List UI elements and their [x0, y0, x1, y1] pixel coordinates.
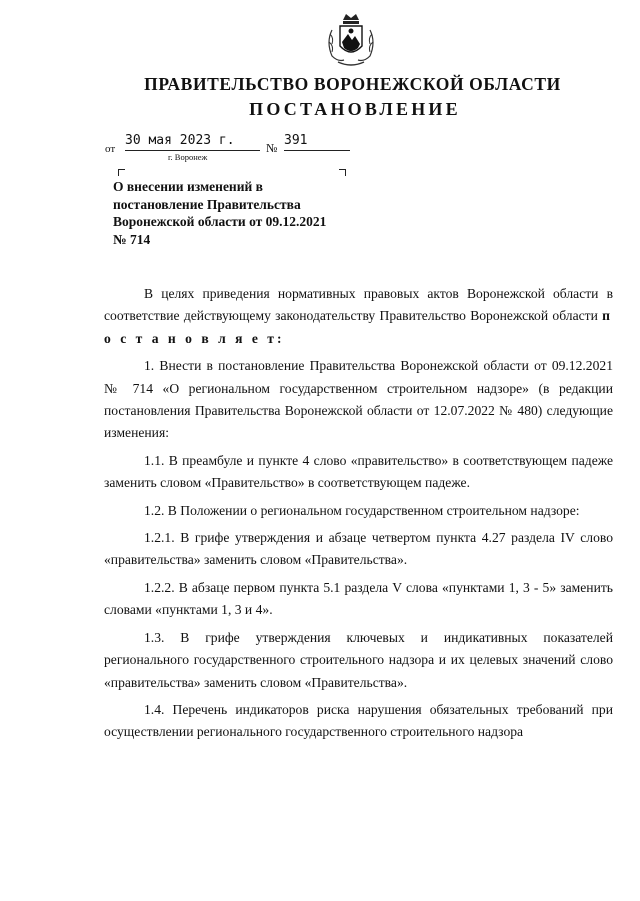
document-city: г. Воронеж	[168, 152, 208, 162]
paragraph-1-2-1: 1.2.1. В грифе утверждения и абзаце четвертом пункта 4.27 раздела IV слово «правительства» заменить словом «Правительства».	[104, 530, 613, 568]
number-label: №	[266, 141, 278, 155]
paragraph-1-4: 1.4. Перечень индикаторов риска нарушения обязательных требований при осуществлении регионального государственного строительного надзора	[104, 701, 613, 740]
paragraph-1: 1. Внести в постановление Правительства Воронежской области от 09.12.2021 № 714 «О региональном государственном строительном надзоре» (в редакции постановления Правительства Воронежской области от 12.07.2022 № 480) следующие изменения:	[104, 358, 613, 441]
date-prefix: от	[105, 143, 116, 155]
paragraph-1-3: 1.3. В грифе утверждения ключевых и индикативных показателей регионального государственного строительного надзора и их целевых значений слово «правительства» заменить словом «Правительства».	[104, 629, 613, 690]
document-type: ПОСТАНОВЛЕНИЕ	[249, 99, 461, 119]
intro-resolves: п о с т а н о в л я е т:	[104, 308, 613, 346]
paragraph-1-1: 1.1. В преамбуле и пункте 4 слово «правительство» в соответствующем падеже заменить словом «Правительство» в соответствующем падеже.	[104, 452, 613, 491]
subject-corner-right	[339, 169, 346, 176]
subject-corner-left	[118, 169, 125, 176]
coat-of-arms-icon	[324, 12, 378, 70]
intro-text: В целях приведения нормативных правовых актов Воронежской области в соответствие действующему законодательству Правительство Воронежской области	[104, 286, 613, 324]
government-title: ПРАВИТЕЛЬСТВО ВОРОНЕЖСКОЙ ОБЛАСТИ	[144, 74, 561, 94]
paragraph-1-2: 1.2. В Положении о региональном государственном строительном надзоре:	[144, 502, 580, 518]
paragraph-1-2-2: 1.2.2. В абзаце первом пункта 5.1 раздела V слова «пунктами 1, 3 - 5» заменить словами «пунктами 1, 3 и 4».	[104, 579, 613, 618]
document-subject: О внесении изменений в постановление Правительства Воронежской области от 09.12.2021 № 714	[113, 179, 327, 247]
document-number: 391	[284, 133, 350, 151]
document-body	[104, 283, 613, 748]
intro-paragraph	[104, 283, 613, 350]
document-date: 30 мая 2023 г.	[125, 133, 260, 151]
